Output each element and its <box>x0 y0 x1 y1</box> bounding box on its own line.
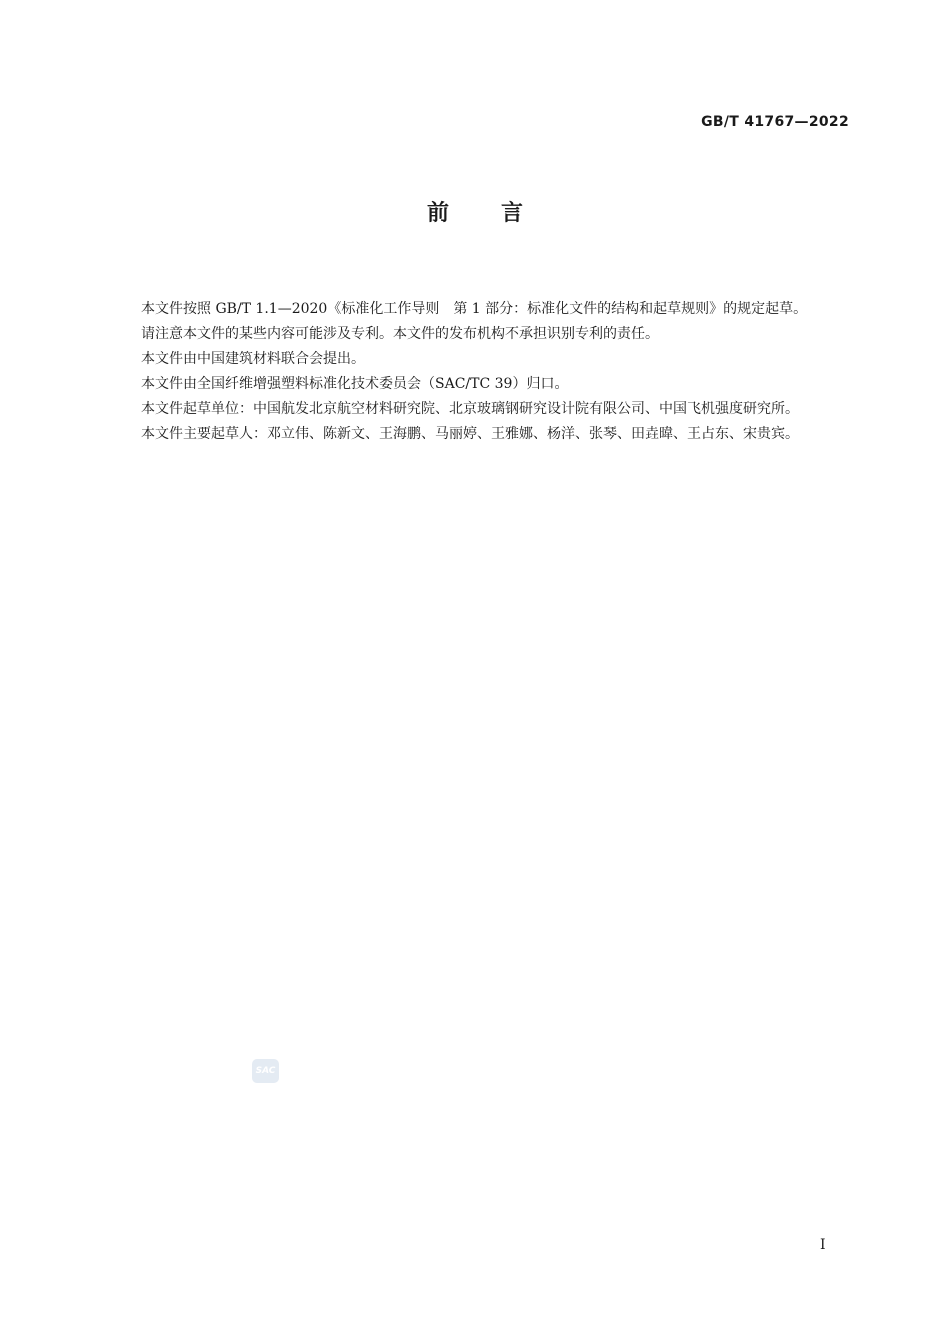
paragraph-committee: 本文件由全国纤维增强塑料标准化技术委员会（SAC/TC 39）归口。 <box>141 376 569 392</box>
paragraph-drafters: 本文件主要起草人：邓立伟、陈新文、王海鹏、马丽婷、王雅娜、杨洋、张琴、田垚暐、王占东、宋贵宾。 <box>141 426 799 442</box>
preface-body <box>113 297 849 447</box>
paragraph-patent-notice: 请注意本文件的某些内容可能涉及专利。本文件的发布机构不承担识别专利的责任。 <box>141 326 659 342</box>
paragraph-proposer: 本文件由中国建筑材料联合会提出。 <box>141 351 365 367</box>
paragraph-drafting-units: 本文件起草单位：中国航发北京航空材料研究院、北京玻璃钢研究设计院有限公司、中国飞机强度研究所。 <box>141 401 799 417</box>
sac-logo-watermark: SAC <box>252 1059 279 1083</box>
page-title: 前言 <box>426 201 575 226</box>
page-number: I <box>820 1237 826 1253</box>
standard-number: GB/T 41767—2022 <box>701 114 849 130</box>
paragraph-drafting-rules: 本文件按照 GB/T 1.1—2020《标准化工作导则 第 1 部分：标准化文件的结构和起草规则》的规定起草。 <box>141 301 808 317</box>
